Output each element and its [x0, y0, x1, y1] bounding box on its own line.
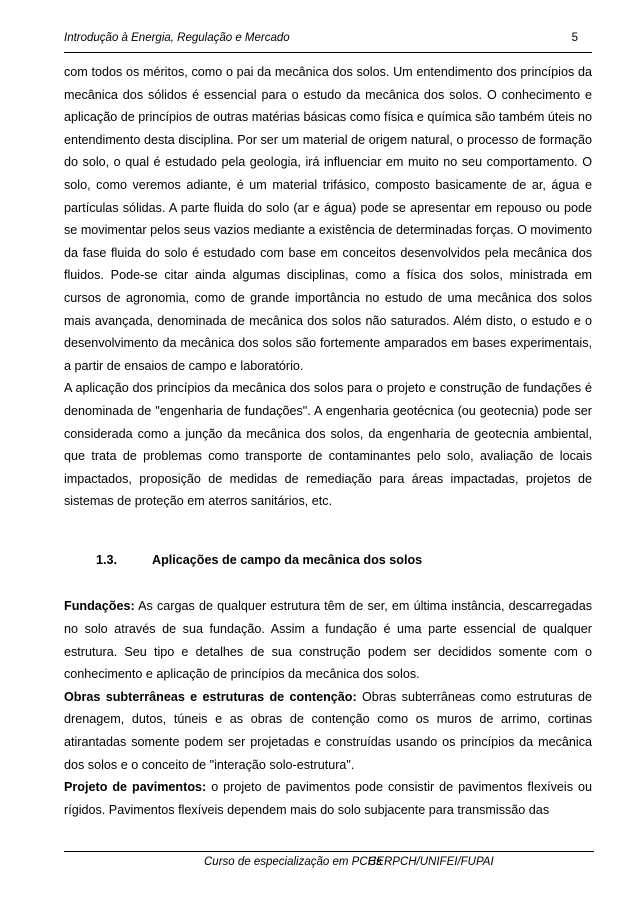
footer-org: CERPCH/UNIFEI/FUPAI: [368, 856, 494, 868]
paragraph-1: com todos os méritos, como o pai da mecânica dos solos. Um entendimento dos princípios da mecânica dos sólidos é essencial para o estudo da mecânica dos solos. O conhecimento e aplicação de princípios de outras matérias básicas como física e química são também úteis no entendimento desta disciplina. Por ser um material de origem natural, o processo de formação do solo, o qual é estudado pela geologia, irá influenciar em muito no seu comportamento. O solo, como veremos adiante, é um material trifásico, composto basicamente de ar, água e partículas sólidas. A parte fluida do solo (ar e água) pode se apresentar em repouso ou pode se movimentar pelos seus vazios mediante a existência de determinadas forças. O movimento da fase fluida do solo é estudado com base em conceitos desenvolvidos pela mecânica dos fluidos. Pode-se citar ainda algumas disciplinas, como a física dos solos, ministrada em cursos de agronomia, como de grande importância no estudo de uma mecânica dos solos mais avançada, denominada de mecânica dos solos não saturados. Além disto, o estudo e o desenvolvimento da mecânica dos solos são fortemente amparados em bases experimentais, a partir de ensaios de campo e laboratório.: [64, 65, 592, 373]
obras-text: Obras subterrâneas como estruturas de drenagem, dutos, túneis e as obras de contenção como os muros de arrimo, cortinas atirantadas somente podem ser projetadas e construídas usando os princípios da mecânica dos solos e o conceito de "interação solo-estrutura".: [64, 689, 592, 772]
section-heading: [64, 549, 592, 572]
obras-label: Obras subterrâneas e estruturas de contenção:: [64, 689, 357, 704]
page-header: [64, 30, 592, 53]
fundacoes-label: Fundações:: [64, 599, 135, 614]
section-title: Aplicações de campo da mecânica dos solos: [152, 552, 423, 567]
paragraph-2: A aplicação dos princípios da mecânica dos solos para o projeto e construção de fundações é denominada de "engenharia de fundações". A engenharia geotécnica (ou geotecnia) pode ser considerada como a junção da mecânica dos solos, da engenharia de geotecnia ambiental, que trata de problemas como transporte de contaminantes pelo solo, avaliação de locais impactados, proposição de medidas de remediação para áreas impactadas, projetos de sistemas de proteção em aterros sanitários, etc.: [64, 381, 592, 509]
page-footer: [64, 851, 594, 876]
page-body: [64, 61, 592, 821]
paragraph-pavimentos: [64, 776, 592, 821]
page-number: 5: [571, 32, 578, 44]
fundacoes-text: As cargas de qualquer estrutura têm de ser, em última instância, descarregadas no solo através de sua fundação. Assim a fundação é uma parte essencial de qualquer estrutura. Seu tipo e detalhes de sua construção podem ser decididos somente com o conhecimento e aplicação de princípios da mecânica dos solos.: [64, 599, 592, 682]
pavimentos-label: Projeto de pavimentos:: [64, 780, 207, 795]
pavimentos-text: o projeto de pavimentos pode consistir de pavimentos flexíveis ou rígidos. Pavimentos flexíveis dependem mais do solo subjacente para transmissão das: [64, 780, 592, 817]
header-title: Introdução à Energia, Regulação e Mercado: [64, 32, 290, 44]
footer-course: Curso de especialização em PCHs: [204, 856, 382, 868]
section-number: 1.3.: [96, 552, 118, 567]
paragraph-fundacoes: [64, 595, 592, 685]
paragraph-obras: [64, 686, 592, 776]
